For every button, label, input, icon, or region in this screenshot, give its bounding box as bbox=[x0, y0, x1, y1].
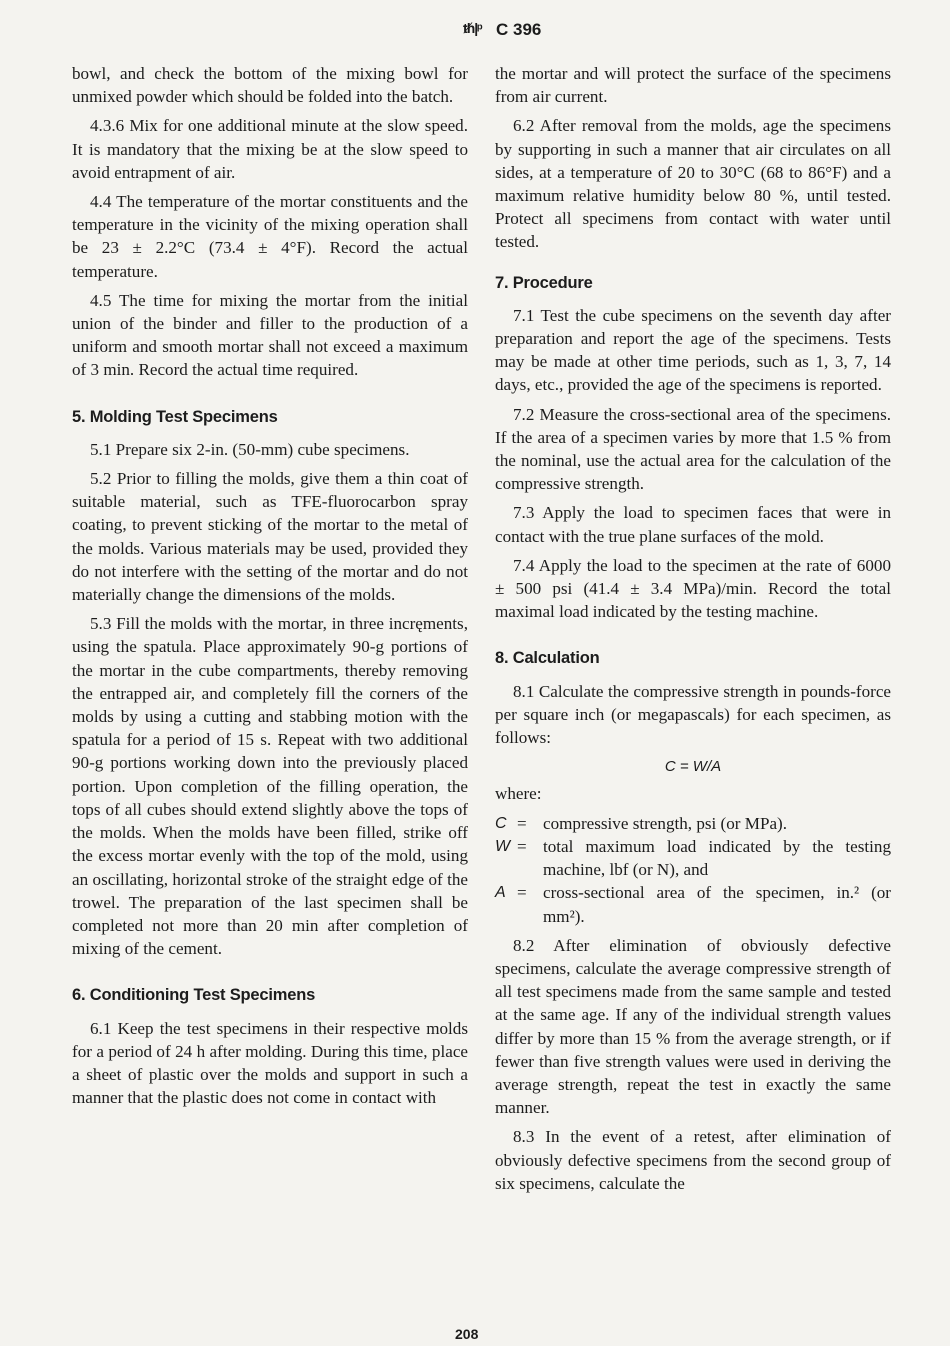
definition-equals: = bbox=[517, 883, 527, 903]
definition-symbol: C bbox=[495, 814, 507, 832]
paragraph-6-1: 6.1 Keep the test specimens in their respective molds for a period of 24 h after molding. During this time, place a sheet of plastic over the molds and support in such a manner that the plastic does not come in contact with bbox=[72, 1018, 468, 1108]
paragraph-7-3: 7.3 Apply the load to specimen faces that were in contact with the true plane surfaces of the mold. bbox=[495, 503, 891, 546]
section-heading-8: 8. Calculation bbox=[495, 649, 600, 668]
definition-text: cross-sectional area of the specimen, in.² (or mm²). bbox=[543, 883, 891, 926]
paragraph-5-1: 5.1 Prepare six 2-in. (50-mm) cube specimens. bbox=[90, 439, 410, 459]
paragraph-8-2: 8.2 After elimination of obviously defective specimens, calculate the average compressive strength of all test specimens made from the same sample and tested at the same age. If any of the individual strength values differ by more than 15 % from the average strength, or if fewer than five strength values were used in deriving the average strength, repeat the test in exactly the same manner. bbox=[495, 935, 891, 1118]
document-id: C 396 bbox=[496, 20, 542, 39]
paragraph-7-2: 7.2 Measure the cross-sectional area of the specimens. If the area of a specimen varies by more that 1.5 % from the nominal, use the actual area for the calculation of the compressive strength. bbox=[495, 404, 891, 494]
page-number: 208 bbox=[455, 1326, 479, 1342]
paragraph-4-5: 4.5 The time for mixing the mortar from the initial union of the binder and filler to the production of a uniform and smooth mortar shall not exceed a maximum of 3 min. Record the actual time required. bbox=[72, 290, 468, 380]
paragraph-continued: the mortar and will protect the surface of the specimens from air current. bbox=[495, 64, 891, 107]
paragraph-4-3-6: 4.3.6 Mix for one additional minute at the slow speed. It is mandatory that the mixing be at the slow speed to avoid entrapment of air. bbox=[72, 116, 468, 182]
formula: C = W/A bbox=[664, 758, 722, 776]
where-label: where: bbox=[495, 784, 542, 804]
definition-equals: = bbox=[517, 836, 527, 856]
paragraph-7-4: 7.4 Apply the load to the specimen at the rate of 6000 ± 500 psi (41.4 ± 3.4 MPa)/min. Record the total maximal load indicated by the testing machine. bbox=[495, 555, 891, 622]
page-header bbox=[0, 20, 950, 46]
section-heading-7: 7. Procedure bbox=[495, 273, 593, 292]
definition-equals: = bbox=[517, 813, 527, 833]
paragraph-6-2: 6.2 After removal from the molds, age the specimens by supporting in such a manner that air circulates on all sides, at a temperature of 20 to 30°C (68 to 86°F) and a maximum relative humidity below 80 %, until tested. Protect all specimens from contact with water until tested. bbox=[495, 116, 891, 252]
left-column bbox=[72, 62, 468, 1115]
definition-row bbox=[495, 881, 891, 927]
section-heading-5: 5. Molding Test Specimens bbox=[72, 407, 278, 426]
paragraph-8-3: 8.3 In the event of a retest, after elimination of obviously defective specimens from the second group of six specimens, calculate the bbox=[495, 1127, 891, 1193]
astm-logo: ᵺ|ᵖ bbox=[463, 20, 482, 36]
section-heading-6: 6. Conditioning Test Specimens bbox=[72, 986, 316, 1005]
paragraph-5-3: 5.3 Fill the molds with the mortar, in three incręments, using the spatula. Place approximately 90-g portions of the mortar in the cube compartments, thereby removing the entrapped air, and completely fill the corners of the molds by using a cutting and stabbing motion with the spatula for a period of 15 s. Repeat with two additional 90-g portions working down into the previously placed portion. Upon completion of the filling operation, the tops of all cubes should extend slightly above the tops of the molds. When the molds have been filled, strike off the excess mortar evenly with the top of the mold, using an oscillating, horizontal stroke of the straight edge of the trowel. The preparation of the last specimen shall be completed not more than 20 min after completion of mixing of the cement. bbox=[72, 614, 468, 959]
definition-row bbox=[495, 812, 891, 835]
paragraph-continued: bowl, and check the bottom of the mixing bowl for unmixed powder which should be folded into the batch. bbox=[72, 64, 468, 107]
definition-symbol: A bbox=[495, 884, 506, 902]
definition-text: compressive strength, psi (or MPa). bbox=[543, 813, 788, 833]
definition-row bbox=[495, 835, 891, 881]
right-column bbox=[495, 62, 891, 1201]
paragraph-5-2: 5.2 Prior to filling the molds, give them a thin coat of suitable material, such as TFE-fluorocarbon spray coating, to prevent sticking of the mortar to the metal of the molds. Various materials may be used, provided they do not interfere with the setting of the mortar and do not materially change the dimensions of the molds. bbox=[72, 469, 468, 605]
paragraph-8-1: 8.1 Calculate the compressive strength in pounds-force per square inch (or megapascals) for each specimen, as follows: bbox=[495, 681, 891, 748]
definition-text: total maximum load indicated by the testing machine, lbf (or N), and bbox=[543, 836, 891, 880]
paragraph-7-1: 7.1 Test the cube specimens on the seventh day after preparation and report the age of the specimens. Tests may be made at other time periods, such as 1, 3, 7, 14 days, etc., provided the age of the specimens is reported. bbox=[495, 305, 891, 395]
definition-symbol: W bbox=[495, 837, 511, 855]
paragraph-4-4: 4.4 The temperature of the mortar constituents and the temperature in the vicinity of the mixing operation shall be 23 ± 2.2°C (73.4 ± 4°F). Record the actual temperature. bbox=[72, 192, 468, 281]
